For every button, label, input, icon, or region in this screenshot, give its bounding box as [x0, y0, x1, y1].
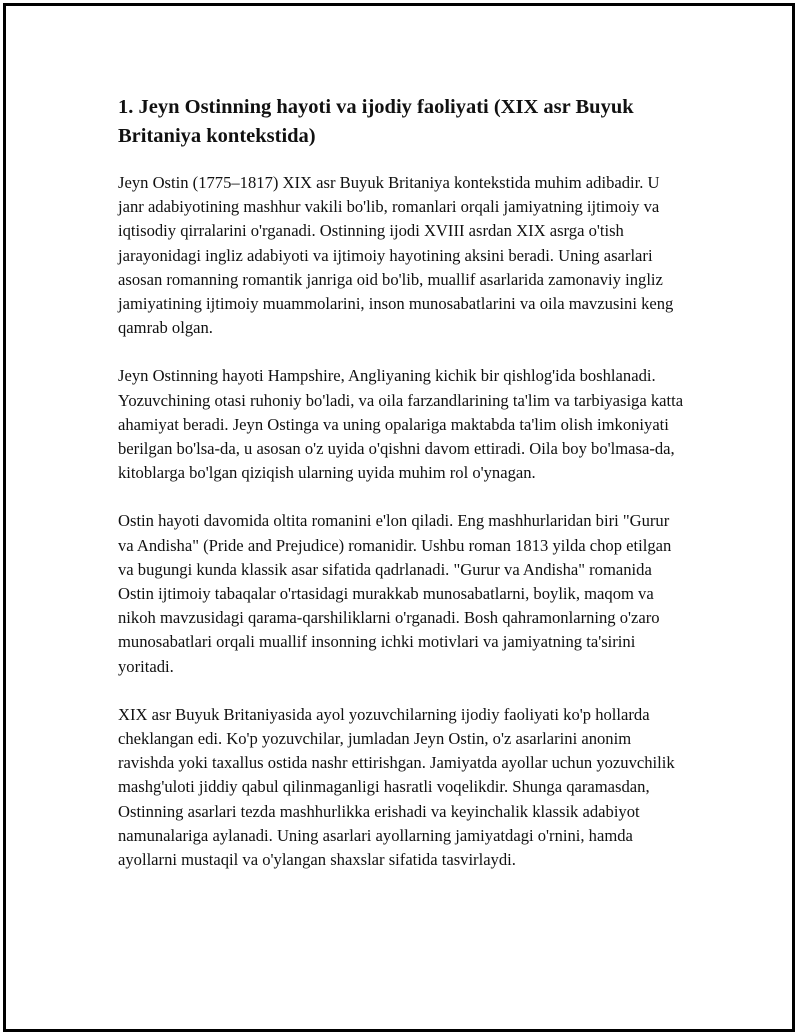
section-heading: 1. Jeyn Ostinning hayoti va ijodiy faoliyati (XIX asr Buyuk Britaniya kontekstida) — [118, 96, 634, 147]
paragraph-women-writers: XIX asr Buyuk Britaniyasida ayol yozuvchilarning ijodiy faoliyati ko'p hollarda cheklangan edi. Ko'p yozuvchilar, jumladan Jeyn Ostin, o'z asarlarini anonim ravishda yoki taxallus ostida nashr ettirishgan. Jamiyatda ayollar uchun yozuvchilik mashg'uloti jiddiy qabul qilinmaganligi hasratli voqelikdir. Shunga qaramasdan, Ostinning asarlari tezda mashhurlikka erishadi va keyinchalik klassik adabiyot namunalariga aylanadi. Uning asarlari ayollarning jamiyatdagi o'rnini, hamda ayollarni mustaqil va o'ylangan shaxslar sifatida tasvirlaydi. — [118, 704, 675, 870]
paragraph-novels: Ostin hayoti davomida oltita romanini e'lon qiladi. Eng mashhurlaridan biri "Gurur va Andisha" (Pride and Prejudice) romanidir. Ushbu roman 1813 yilda chop etilgan va bugungi kunda klassik asar sifatida qadrlanadi. "Gurur va Andisha" romanida Ostin ijtimoiy tabaqalar o'rtasidagi murakkab munosabatlarni, boylik, maqom va nikoh mavzusidagi qarama-qarshiliklarni o'rganadi. Bosh qahramonlarning o'zaro munosabatlari orqali muallif insonning ichki motivlari va jamiyatning ta'sirini yoritadi. — [118, 511, 672, 676]
document-body — [118, 93, 688, 896]
paragraph-intro: Jeyn Ostin (1775–1817) XIX asr Buyuk Britaniya kontekstida muhim adibadir. U janr adabiyotining mashhur vakili bo'lib, romanlari orqali jamiyatning ijtimoiy va iqtisodiy qirralarini o'rganadi. Ostinning ijodi XVIII asrdan XIX asrga o'tish jarayonidagi ingliz adabiyoti va ijtimoiy hayotining aksini beradi. Uning asarlari asosan romanning romantik janriga oid bo'lib, muallif asarlarida zamonaviy ingliz jamiyatining ijtimoiy muammolarini, inson munosabatlarini va oila mavzusini keng qamrab olgan. — [118, 173, 674, 338]
paragraph-early-life: Jeyn Ostinning hayoti Hampshire, Angliyaning kichik bir qishlog'ida boshlanadi. Yozuvchining otasi ruhoniy bo'ladi, va oila farzandlarining ta'lim va tarbiyasiga katta ahamiyat beradi. Jeyn Ostinga va uning opalariga maktabda ta'lim olish imkoniyati berilgan bo'lsa-da, u asosan o'z uyida o'qishni davom ettiradi. Oila boy bo'lmasa-da, kitoblarga bo'lgan qiziqish ularning uyida muhim rol o'ynagan. — [118, 366, 684, 483]
